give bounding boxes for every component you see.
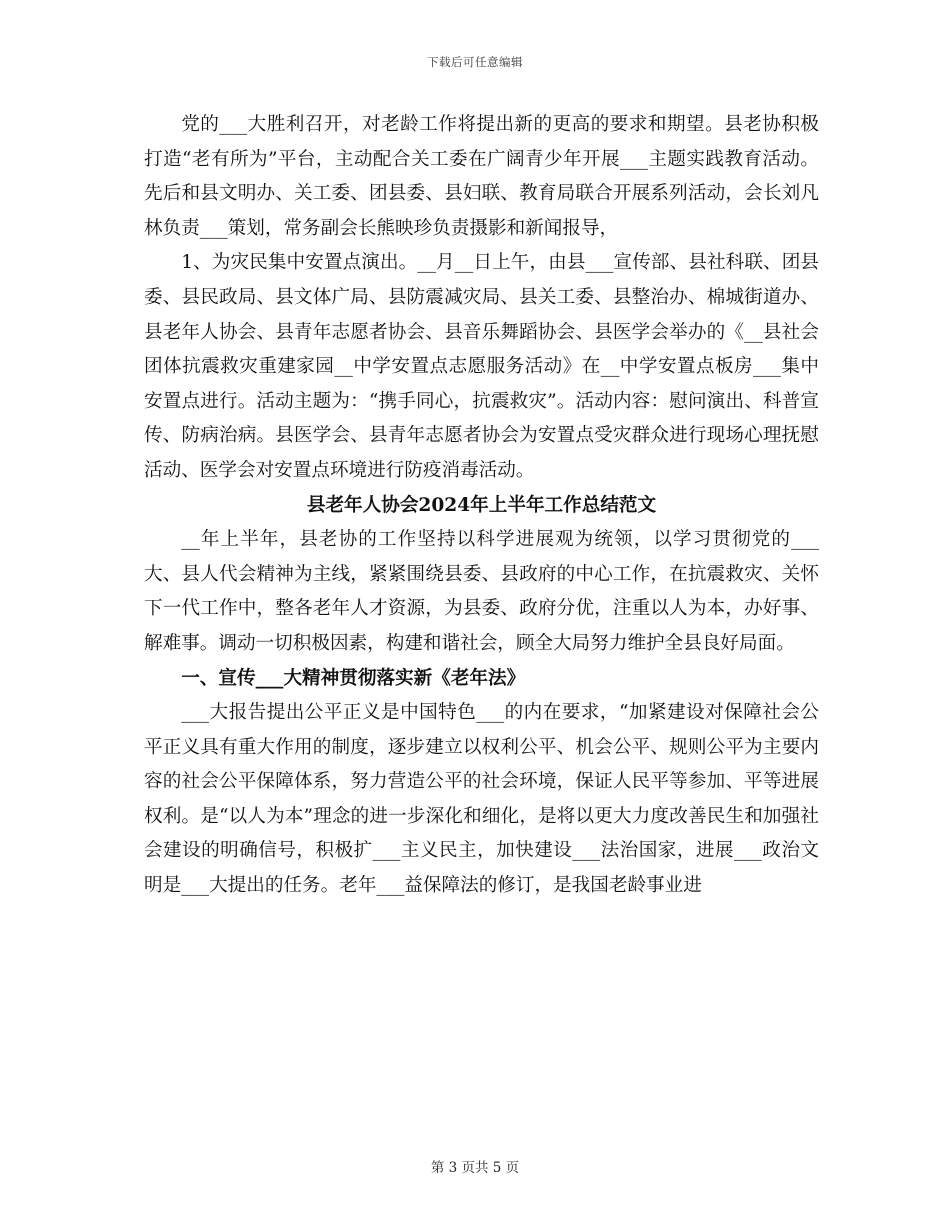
paragraph-1: 党的___大胜利召开，对老龄工作将提出新的更高的要求和期望。县老协积极打造“老有所为”平台，主动配合关工委在广阔青少年开展___主题实践教育活动。先后和县文明办、关工委、团县委、县妇联、教育局联合开展系列活动，会长刘凡林负责___策划，常务副会长熊映珍负责摄影和新闻报导， <box>144 114 819 239</box>
paragraph-4: ___大报告提出公平正义是中国特色___的内在要求，“加紧建设对保障社会公平正义具有重大作用的制度，逐步建立以权利公平、机会公平、规则公平为主要内容的社会公平保障体系，努力营造公平的社会环境，保证人民平等参加、平等进展权利。是“以人为本”理念的进一步深化和细化，是将以更大力度改善民生和加强社会建设的明确信号，积极扩___主义民主，加快建设___法治国家，进展___政治文明是___大提出的任务。老年___益保障法的修订，是我国老龄事业进 <box>144 702 819 897</box>
page-header: 下载后可任意编辑 <box>427 55 523 69</box>
document-body <box>144 108 819 904</box>
paragraph-2: 1、为灾民集中安置点演出。__月__日上午，由县___宣传部、县社科联、团县委、县民政局、县文体广局、县防震减灾局、县关工委、县整治办、棉城街道办、县老年人协会、县青年志愿者协会、县音乐舞蹈协会、县医学会举办的《__县社会团体抗震救灾重建家园__中学安置点志愿服务活动》在__中学安置点板房___集中安置点进行。活动主题为：“携手同心，抗震救灾”。活动内容：慰问演出、科普宣传、防病治病。县医学会、县青年志愿者协会为安置点受灾群众进行现场心理抚慰活动、医学会对安置点环境进行防疫消毒活动。 <box>144 252 819 481</box>
document-title: 县老年人协会2024年上半年工作总结范文 <box>306 494 657 516</box>
section-heading-1: 一、宣传___大精神贯彻落实新《老年法》 <box>181 667 526 689</box>
page-number: 第 3 页共 5 页 <box>430 1160 520 1176</box>
paragraph-3: __年上半年，县老协的工作坚持以科学进展观为统领，以学习贯彻党的___大、县人代会精神为主线，紧紧围绕县委、县政府的中心工作，在抗震救灾、关怀下一代工作中，整各老年人才资源，为县委、政府分优，注重以人为本，办好事、解难事。调动一切积极因素，构建和谐社会，顾全大局努力维护全县良好局面。 <box>144 529 819 654</box>
